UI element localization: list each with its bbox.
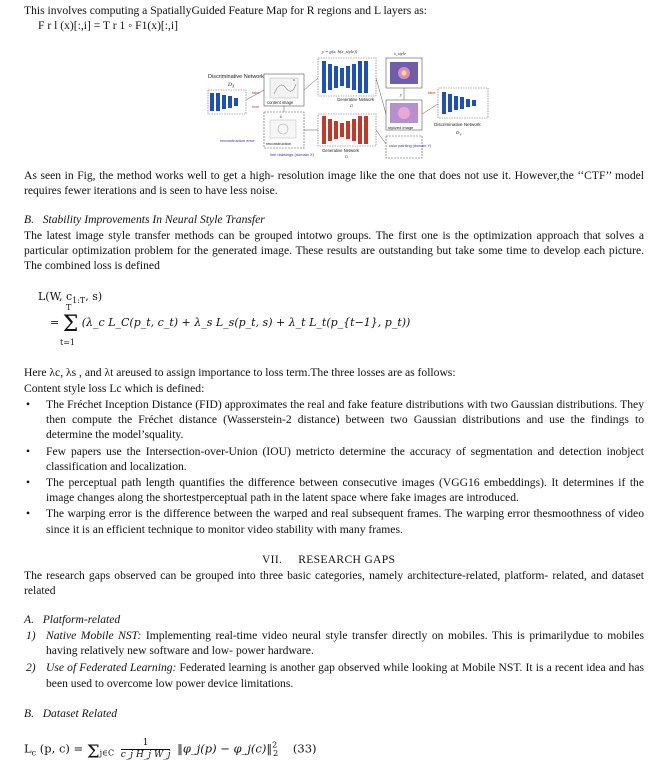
- disc-right-symbol: $D_Y$: [456, 130, 462, 137]
- section-b-heading: [24, 212, 265, 228]
- lambda-explanation: Here λc, λs , and λt areused to assign importance to loss term.The three losses are as follows:: [24, 366, 456, 379]
- equation-sum-bottom: t=1: [60, 338, 76, 347]
- reconstruction-label: reconstruction: [266, 141, 292, 146]
- intro-line: This involves computing a SpatiallyGuided Feature Map for R regions and L layers as:: [24, 4, 428, 17]
- equation-loss-lhs: L(W, $c_{1:T}$, s): [38, 290, 103, 305]
- section-b2-title: Dataset Related: [42, 707, 118, 720]
- gap-item-native-mobile: [24, 628, 644, 658]
- section-a-letter: A.: [24, 613, 34, 626]
- disc-right-title: Discriminative Network: [434, 122, 481, 127]
- intro-formula: F r l (x)[:,i] = T r 1 ◦ F1(x)[:,i]: [38, 19, 178, 32]
- line-drawings-label: line drawings (domain X): [270, 152, 315, 157]
- content-sym: x: [293, 77, 295, 82]
- content-loss-line: Content style loss Lc which is defined:: [24, 382, 205, 395]
- real-tag: real: [252, 104, 259, 109]
- paragraph-figure-discussion: As seen in Fig, the method works well to get a high- resolution image like the one that does not use it. However,the ‘‘CTF’’ model requires fewer iterations and is seen to have less noise.: [24, 169, 644, 198]
- equation-loss-terms: (λ_c L_C(p_t, c_t) + λ_s L_s(p_t, s) + λ_t L_t(p_{t−1}, p_t)): [81, 316, 411, 329]
- architecture-figure: [200, 44, 490, 170]
- y-formula: y = g(x, h(x_style)): [322, 49, 358, 54]
- disc-left-symbol: $D_X$: [228, 82, 235, 89]
- bullet-iou: • Few papers use the Intersection-over-Union (IOU) metricto determine the accuracy of segmentation and detection inobject classification and localization.: [24, 444, 644, 474]
- fake-tag: fake: [252, 90, 260, 95]
- equation-sum-top: T: [66, 303, 72, 312]
- section-b2-letter: B.: [24, 707, 34, 720]
- reconstruction-error-label: reconstruction error: [220, 138, 255, 143]
- gen-bottom-label: Generative Network: [322, 148, 360, 153]
- gap-item-text: Implementing real-time video neural style transfer directly on mobiles. This is primarilydue to mobiles having relatively new software and low- power hardware.: [46, 629, 644, 658]
- equation-fraction: $\frac{1}{\text{c\_j H\_j W\_j}}$: [120, 738, 171, 760]
- stylized-image-label: stylized image: [388, 125, 414, 130]
- disc-left-blocks: [208, 90, 246, 114]
- gen-bottom-blocks: [322, 116, 368, 144]
- section-b-letter: B.: [24, 213, 34, 226]
- section-b2-heading: [24, 706, 117, 722]
- gap-item-number: 2): [26, 661, 36, 675]
- disc-left-title: Discriminative Network: [208, 74, 264, 80]
- gen-bottom-sym: G: [345, 154, 349, 159]
- gap-item-number: 1): [26, 629, 36, 642]
- gap-item-text: Federated learning is another gap observed while looking at Mobile NST. It is a recent idea and has been used to overcome low power device limitations.: [46, 661, 645, 690]
- paragraph-research-gaps: The research gaps observed can be grouped into three basic categories, namely architecture-related, platform- related, and dataset related: [24, 569, 644, 598]
- gen-top-blocks: [322, 61, 368, 93]
- platform-gap-list: [24, 628, 644, 693]
- y-label: y: [400, 92, 402, 97]
- content-image-label: content image: [267, 100, 294, 105]
- section-vii-heading: [262, 552, 395, 568]
- bullet-fid: • The Fréchet Inception Distance (FID) approximates the real and fake feature distributions with two Gaussian distributions. They then compute the Fréchet distance (Wasserstein-2 distance) between two Gaussian distributions and use the findings to determine the model’squality.: [24, 397, 644, 443]
- gen-top-label: Generative Network: [337, 97, 375, 102]
- section-vii-num: VII.: [262, 553, 283, 566]
- paragraph-loss-intro: The latest image style transfer methods can be grouped intotwo groups. The first one is the optimization approach that solves a particular optimization problem for the generated image. These results are outstanding but take some time to develop each picture. The combined loss is defined: [24, 229, 644, 273]
- recon-sym: x̂: [280, 114, 282, 119]
- equation-loss-rhs: = Σ (λ_c L_C(p_t, c_t) + λ_s L_s(p_t, s) + λ_t L_t(p_{t−1}, p_t)): [50, 312, 411, 337]
- section-b-title: Stability Improvements In Neural Style Transfer: [42, 213, 265, 226]
- bullet-warping: • The warping error is the difference between the warped and real subsequent frames. The warping error thesmoothness of video since it is an efficient technique to monitor video stability with many frames.: [24, 506, 644, 536]
- disc-right-blocks: [442, 92, 476, 114]
- x-style-label: x_style: [394, 51, 406, 56]
- fake-tag-right: fake: [428, 90, 436, 95]
- color-painting-label: color painting (domain Y): [389, 144, 432, 148]
- equation-number: (33): [292, 741, 317, 756]
- gap-item-head: Use of Federated Learning:: [46, 661, 177, 675]
- section-a-heading: [24, 612, 120, 628]
- section-a-title: Platform-related: [42, 613, 121, 626]
- metrics-bullet-list: [24, 397, 644, 538]
- gap-item-federated: [24, 660, 644, 690]
- bullet-ppl: • The perceptual path length quantifies the difference between consecutive images (VGG16 embeddings). It determines if the image changes along the shortestperceptual path in the latent space where fake images are introduced.: [24, 475, 644, 505]
- equation-content-loss: $L_c$ (p, $c) = \Sigma_{j\in C}$ $\frac{1}{\text{c\_j H\_j W\_j}}$ ‖φ_j(p) − φ_j(c)‖$^2_2$ (33): [24, 738, 317, 763]
- section-vii-title: RESEARCH GAPS: [298, 553, 396, 566]
- gen-top-sym: G: [350, 103, 354, 108]
- gap-item-head: Native Mobile NST:: [46, 629, 142, 642]
